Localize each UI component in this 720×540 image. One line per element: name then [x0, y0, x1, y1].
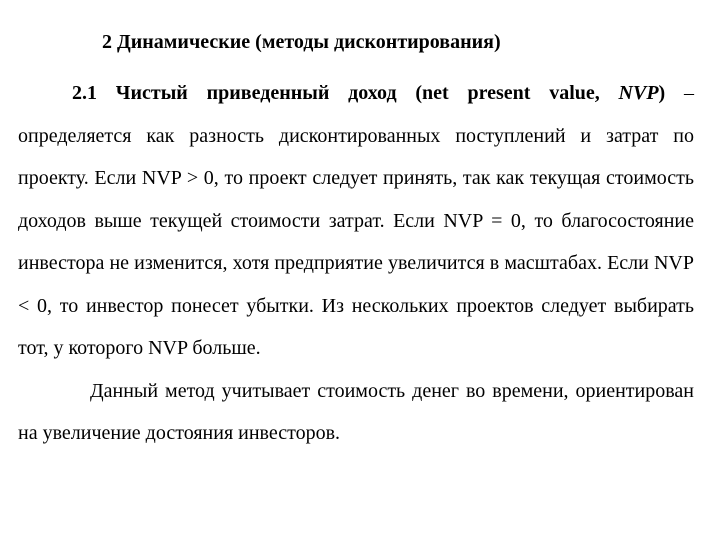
- npv-definition-paragraph: [18, 72, 694, 370]
- section-heading: 2 Динамические (методы дисконтирования): [102, 31, 501, 53]
- document-page: [18, 28, 694, 455]
- npv-definition-text: – определяется как разность дисконтированных поступлений и затрат по проекту. Если NVP > 0, то проект следует принять, так как текущая стоимость доходов выше текущей стоимости затрат. Если NVP = 0, то благосостояние инвестора не изменится, хотя предприятие увеличится в масштабах. Если NVP < 0, то инвестор понесет убытки. Из нескольких проектов следует выбирать тот, у которого NVP больше.: [18, 82, 695, 359]
- subsection-title-close: ): [658, 82, 666, 104]
- subsection-title-text: 2.1 Чистый приведенный доход (net present value,: [72, 82, 619, 104]
- subsection-title-abbr: NVP: [618, 82, 659, 104]
- subsection-title: [72, 82, 665, 104]
- method-note-paragraph: Данный метод учитывает стоимость денег во времени, ориентирован на увеличение достояния инвесторов.: [18, 379, 694, 444]
